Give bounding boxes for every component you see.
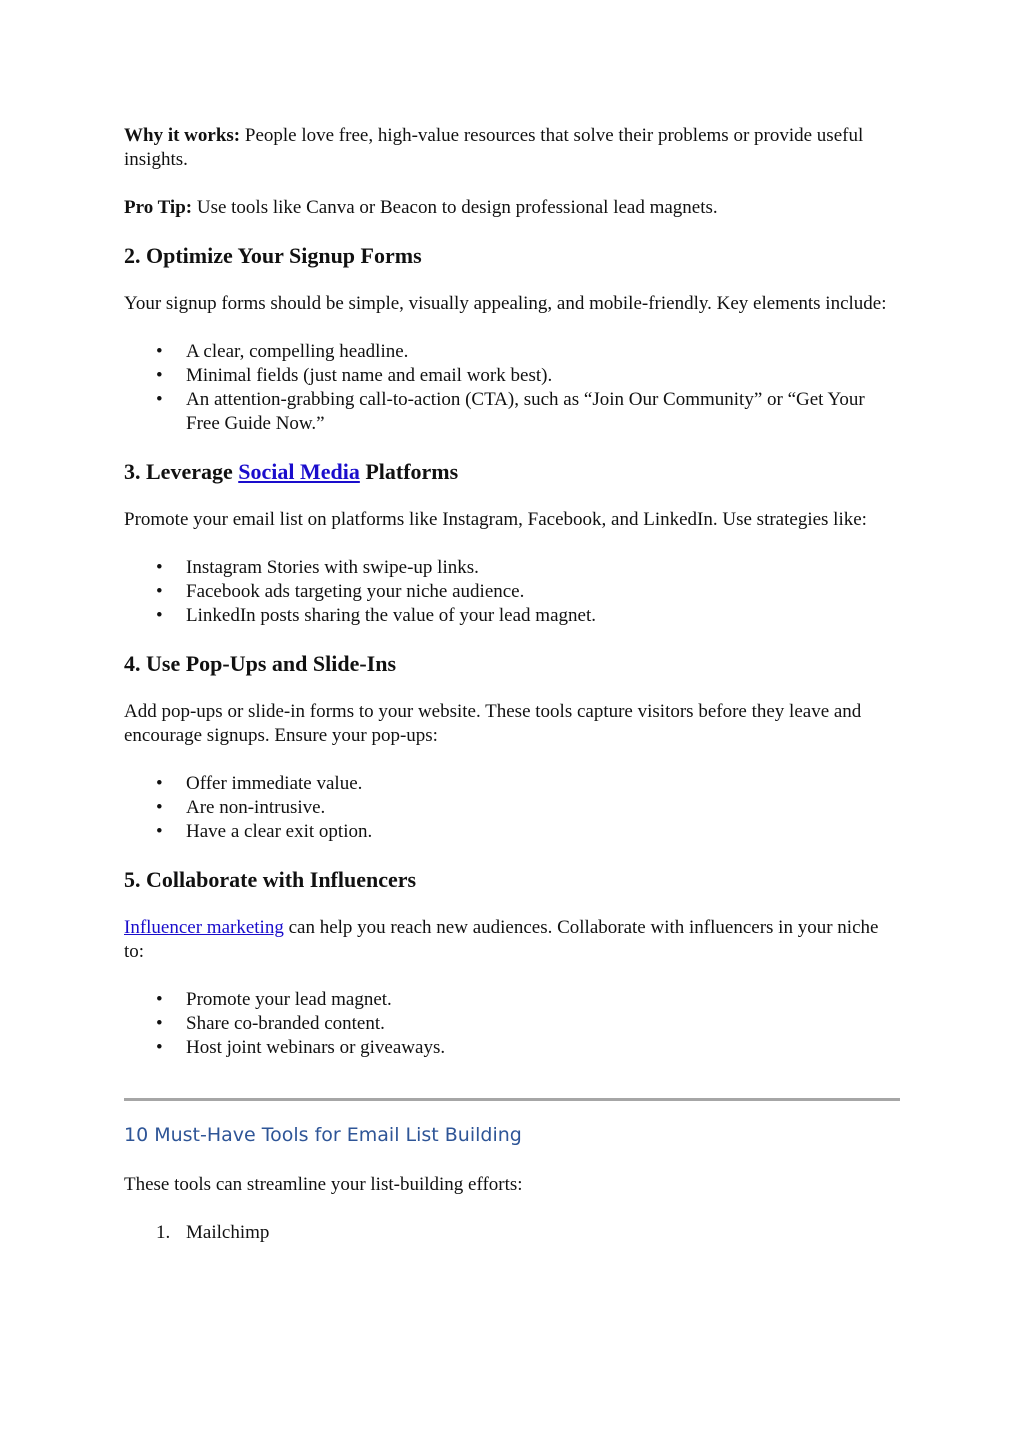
section-4-heading: 4. Use Pop-Ups and Slide-Ins [124, 651, 397, 676]
section-5-paragraph [124, 916, 900, 964]
why-it-works-paragraph [124, 124, 900, 172]
why-it-works-text: People love free, high-value resources that solve their problems or provide useful insights. [124, 125, 864, 170]
section-3-list [124, 556, 900, 628]
list-item: • Minimal fields (just name and email work best). [124, 364, 900, 388]
social-media-link[interactable]: Social Media [238, 459, 360, 484]
list-item [124, 1221, 900, 1245]
section-5-heading: 5. Collaborate with Influencers [124, 867, 417, 892]
section-2-paragraph: Your signup forms should be simple, visually appealing, and mobile-friendly. Key elements include: [124, 293, 887, 314]
section-4-paragraph: Add pop-ups or slide-in forms to your website. These tools capture visitors before they leave and encourage signups. Ensure your pop-ups: [124, 701, 862, 746]
list-item: • Are non-intrusive. [124, 796, 900, 820]
pro-tip-paragraph [124, 196, 900, 220]
tools-paragraph: These tools can streamline your list-building efforts: [124, 1174, 523, 1195]
section-3-heading [124, 458, 900, 486]
pro-tip-text: Use tools like Canva or Beacon to design professional lead magnets. [192, 197, 718, 218]
list-item-number: 1. [156, 1222, 171, 1243]
influencer-marketing-link[interactable]: Influencer marketing [124, 917, 284, 938]
list-item-label: Mailchimp [186, 1222, 270, 1243]
section-5-paragraph-text: can help you reach new audiences. Collaborate with influencers in your niche to: [124, 917, 879, 962]
section-3-heading-post: Platforms [359, 459, 459, 484]
section-3-heading-pre: 3. Leverage [124, 459, 239, 484]
list-item: • Instagram Stories with swipe-up links. [124, 556, 900, 580]
document-page [124, 124, 900, 1245]
section-2-list [124, 340, 900, 436]
list-item: • Have a clear exit option. [124, 820, 900, 844]
list-item: • A clear, compelling headline. [124, 340, 900, 364]
section-4-list [124, 772, 900, 844]
list-item: • Host joint webinars or giveaways. [124, 1036, 900, 1060]
horizontal-divider [124, 1098, 900, 1101]
why-it-works-label: Why it works: [124, 125, 241, 146]
tools-heading: 10 Must-Have Tools for Email List Building [124, 1124, 522, 1146]
list-item: • Share co-branded content. [124, 1012, 900, 1036]
pro-tip-label: Pro Tip: [124, 197, 193, 218]
list-item: • Facebook ads targeting your niche audience. [124, 580, 900, 604]
list-item: • Offer immediate value. [124, 772, 900, 796]
tools-list [124, 1221, 900, 1245]
section-3-paragraph: Promote your email list on platforms like Instagram, Facebook, and LinkedIn. Use strategies like: [124, 509, 867, 530]
section-5-list [124, 988, 900, 1060]
list-item: • An attention-grabbing call-to-action (CTA), such as “Join Our Community” or “Get Your Free Guide Now.” [124, 388, 900, 436]
list-item: • Promote your lead magnet. [124, 988, 900, 1012]
section-2-heading: 2. Optimize Your Signup Forms [124, 243, 422, 268]
list-item: • LinkedIn posts sharing the value of your lead magnet. [124, 604, 900, 628]
